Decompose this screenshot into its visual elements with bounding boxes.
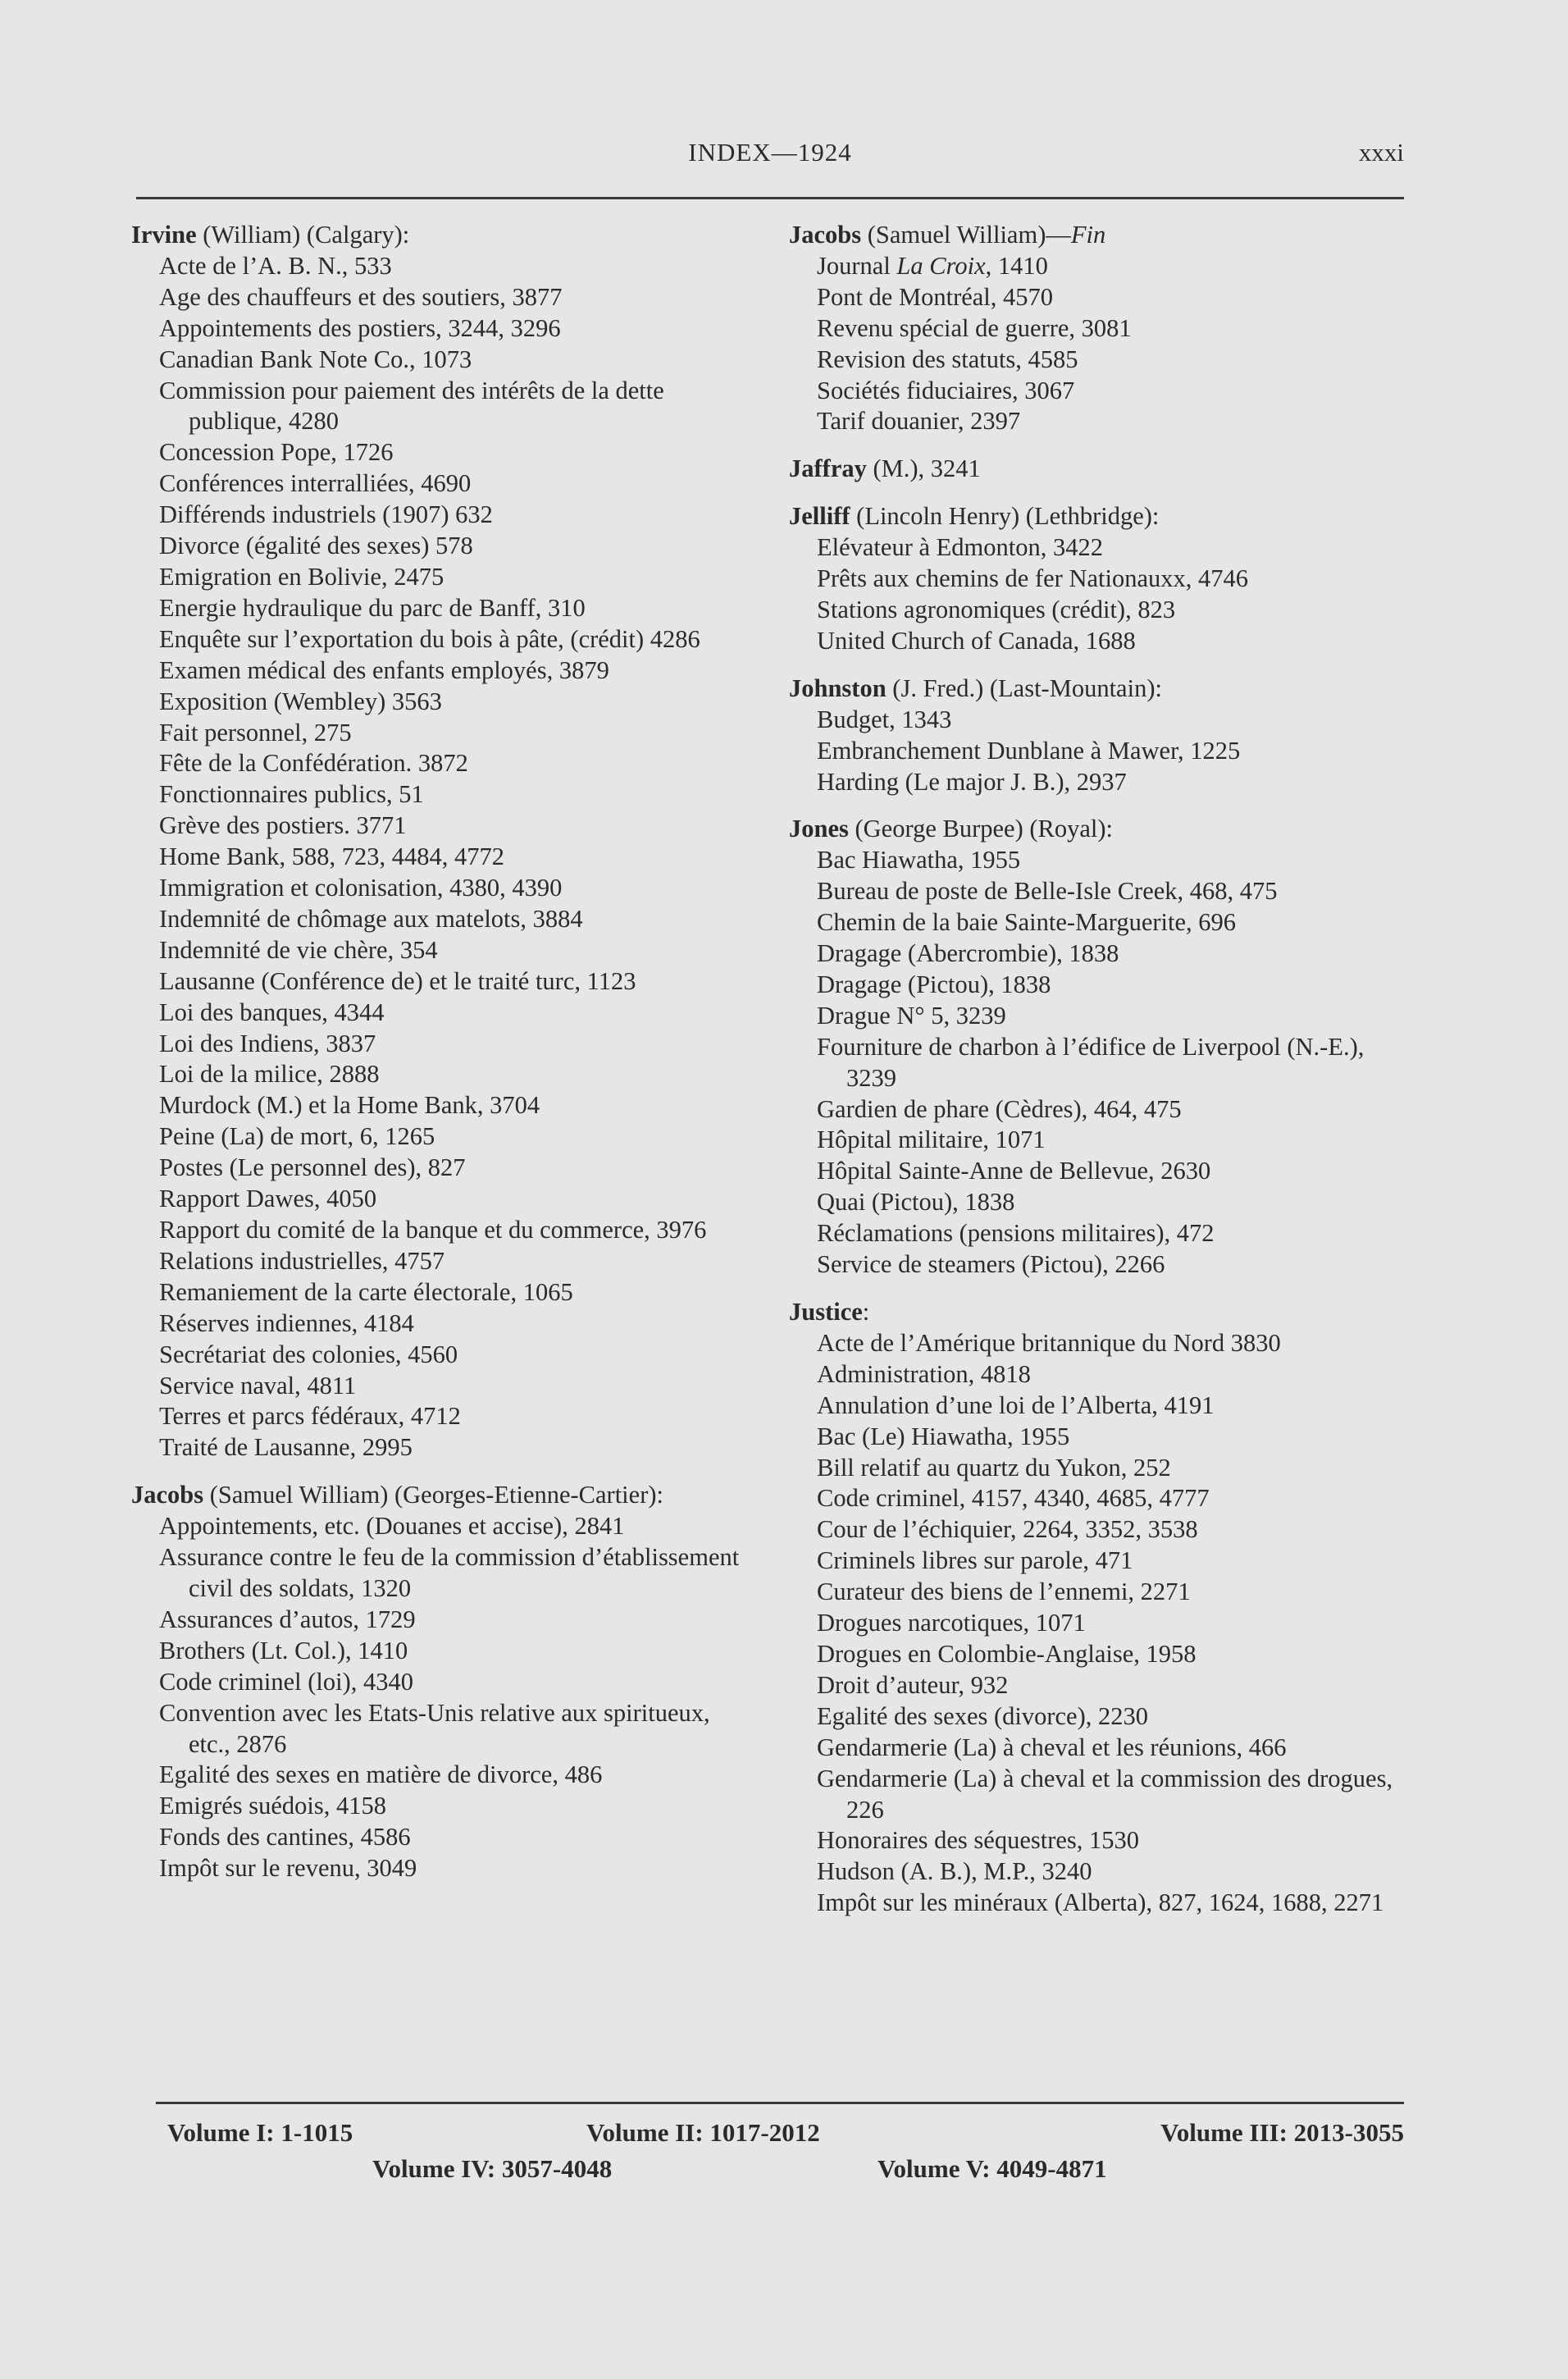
entry-subitem: Différends industriels (1907) 632 — [159, 500, 493, 529]
entry-subitem: Impôt sur le revenu, 3049 — [159, 1854, 417, 1883]
entry-subitem: Gendarmerie (La) à cheval et les réunions, 466 — [817, 1733, 1287, 1761]
entry-subitem: Chemin de la baie Sainte-Marguerite, 696 — [817, 908, 1237, 937]
entry-qualifier: (William) (Calgary): — [196, 221, 410, 249]
entry-subitem: Drogues en Colombie-Anglaise, 1958 — [817, 1639, 1197, 1668]
entry-subitem: Droit d’auteur, 932 — [817, 1670, 1009, 1699]
entry-subitem: Hôpital Sainte-Anne de Bellevue, 2630 — [817, 1157, 1211, 1185]
entry-subitem: Journal La Croix, 1410 — [817, 251, 1048, 280]
entry-subitem: Conférences interralliées, 4690 — [159, 469, 472, 498]
entry-subitem: Service naval, 4811 — [159, 1371, 357, 1400]
entry-name: Jacobs — [131, 1481, 204, 1509]
entry-subitem: Quai (Pictou), 1838 — [817, 1188, 1015, 1217]
entry-subitem: Drogues narcotiques, 1071 — [817, 1609, 1086, 1637]
index-entry — [789, 220, 1412, 437]
entry-name: Jones — [789, 815, 849, 843]
entry-subitem: Pont de Montréal, 4570 — [817, 282, 1054, 311]
entry-subitem: Honoraires des séquestres, 1530 — [817, 1826, 1140, 1855]
volume-1-range: Volume I: 1-1015 — [167, 2118, 353, 2147]
entry-subitem: Terres et parcs fédéraux, 4712 — [159, 1402, 461, 1431]
entry-subitem: Code criminel (loi), 4340 — [159, 1667, 414, 1696]
entry-qualifier: (J. Fred.) (Last-Mountain): — [886, 674, 1162, 702]
volume-3-range: Volume III: 2013-3055 — [1160, 2118, 1404, 2147]
entry-qualifier: (Lincoln Henry) (Lethbridge): — [850, 502, 1160, 531]
volume-4-range: Volume IV: 3057-4048 — [372, 2154, 613, 2183]
entry-qualifier: (M.), 3241 — [866, 454, 981, 483]
footer-row-1 — [156, 2115, 1404, 2151]
entry-subitem: Embranchement Dunblane à Mawer, 1225 — [817, 736, 1241, 765]
entry-subitem: Emigrés suédois, 4158 — [159, 1792, 387, 1820]
volume-2-range: Volume II: 1017-2012 — [586, 2118, 820, 2147]
entry-subitem: Curateur des biens de l’ennemi, 2271 — [817, 1578, 1191, 1606]
index-entry — [131, 1480, 754, 1884]
entry-subitem: Assurance contre le feu de la commission d’établissement civil des soldats, 1320 — [159, 1543, 740, 1602]
entry-subitem: Harding (Le major J. B.), 2937 — [817, 767, 1127, 796]
entry-subitem: Hôpital militaire, 1071 — [817, 1126, 1046, 1154]
entry-subitem: Postes (Le personnel des), 827 — [159, 1153, 466, 1182]
entry-subitem: Murdock (M.) et la Home Bank, 3704 — [159, 1091, 540, 1120]
entry-name: Jaffray — [789, 454, 867, 483]
index-entry — [789, 814, 1412, 1281]
entry-subitem: Bac (Le) Hiawatha, 1955 — [817, 1422, 1070, 1450]
entry-subitem: Indemnité de vie chère, 354 — [159, 935, 438, 964]
entry-subitem: Exposition (Wembley) 3563 — [159, 687, 442, 715]
index-entry — [789, 674, 1412, 798]
entry-subitem: Réserves indiennes, 4184 — [159, 1308, 414, 1337]
entry-subitem: Brothers (Lt. Col.), 1410 — [159, 1636, 408, 1664]
entry-subitem: Bureau de poste de Belle-Isle Creek, 468, 475 — [817, 877, 1278, 906]
entry-subitem: Gendarmerie (La) à cheval et la commission des drogues, 226 — [817, 1764, 1393, 1824]
entry-subitem: Rapport Dawes, 4050 — [159, 1185, 377, 1213]
entry-qualifier-italic: Fin — [1070, 221, 1106, 249]
entry-name: Jacobs — [789, 221, 862, 249]
entry-subitem: Assurances d’autos, 1729 — [159, 1605, 416, 1633]
entry-name: Irvine — [131, 221, 197, 249]
entry-subitem: Impôt sur les minéraux (Alberta), 827, 1624, 1688, 2271 — [817, 1888, 1384, 1917]
entry-subitem: Fonctionnaires publics, 51 — [159, 780, 424, 809]
entry-subitem: Canadian Bank Note Co., 1073 — [159, 345, 472, 373]
entry-subitem: Egalité des sexes (divorce), 2230 — [817, 1701, 1148, 1730]
entry-subitem: Appointements, etc. (Douanes et accise), 2841 — [159, 1512, 625, 1541]
entry-subitem: Commission pour paiement des intérêts de la dette publique, 4280 — [159, 376, 664, 436]
entry-subitem: Drague N° 5, 3239 — [817, 1001, 1006, 1030]
entry-heading — [789, 501, 1412, 532]
entry-name: Johnston — [789, 674, 887, 702]
entry-subitem: Réclamations (pensions militaires), 472 — [817, 1219, 1215, 1248]
entry-subitem: Relations industrielles, 4757 — [159, 1246, 445, 1275]
entry-subitem: Fourniture de charbon à l’édifice de Liverpool (N.-E.), 3239 — [817, 1032, 1365, 1092]
entry-name: Justice — [789, 1298, 863, 1326]
bottom-rule — [156, 2102, 1404, 2104]
entry-heading — [789, 814, 1412, 845]
index-column-right — [789, 220, 1412, 1935]
entry-subitem: Tarif douanier, 2397 — [817, 407, 1021, 436]
entry-subitem: Home Bank, 588, 723, 4484, 4772 — [159, 842, 505, 871]
entry-subitem: Prêts aux chemins de fer Nationauxx, 4746 — [817, 564, 1248, 593]
entry-subitem: Fête de la Confédération. 3872 — [159, 749, 468, 778]
entry-subitem: Emigration en Bolivie, 2475 — [159, 562, 444, 591]
entry-subitem: Revision des statuts, 4585 — [817, 345, 1078, 373]
entry-subitem: Indemnité de chômage aux matelots, 3884 — [159, 904, 583, 933]
entry-subitem: Revenu spécial de guerre, 3081 — [817, 313, 1132, 342]
entry-qualifier: : — [862, 1298, 870, 1326]
entry-subitem: Sociétés fiduciaires, 3067 — [817, 376, 1075, 404]
entry-subitem: Energie hydraulique du parc de Banff, 310 — [159, 593, 586, 622]
entry-subitem: Loi de la milice, 2888 — [159, 1060, 380, 1089]
index-column-left — [131, 220, 754, 1901]
page-title: INDEX—1924 — [688, 138, 852, 167]
volume-5-range: Volume V: 4049-4871 — [877, 2154, 1107, 2183]
entry-subitem: Dragage (Pictou), 1838 — [817, 970, 1051, 998]
entry-subitem: Annulation d’une loi de l’Alberta, 4191 — [817, 1390, 1215, 1419]
entry-subitem: Loi des banques, 4344 — [159, 998, 385, 1026]
entry-subitem: Fonds des cantines, 4586 — [159, 1823, 411, 1852]
entry-subitem: Cour de l’échiquier, 2264, 3352, 3538 — [817, 1515, 1198, 1544]
entry-subitem: Immigration et colonisation, 4380, 4390 — [159, 874, 563, 902]
entry-subitem: Concession Pope, 1726 — [159, 438, 394, 467]
entry-heading — [131, 1480, 754, 1511]
entry-qualifier: (Samuel William) (Georges-Etienne-Cartier): — [203, 1481, 663, 1509]
entry-heading — [789, 220, 1412, 251]
entry-subitem: Acte de l’A. B. N., 533 — [159, 251, 392, 280]
entry-subitem: Peine (La) de mort, 6, 1265 — [159, 1122, 435, 1151]
entry-subitem: Gardien de phare (Cèdres), 464, 475 — [817, 1094, 1182, 1123]
entry-subitem: Convention avec les Etats-Unis relative aux spiritueux, etc., 2876 — [159, 1698, 710, 1758]
entry-subitem: Bill relatif au quartz du Yukon, 252 — [817, 1453, 1171, 1482]
entry-subitem: Secrétariat des colonies, 4560 — [159, 1340, 458, 1368]
entry-subitem: Divorce (égalité des sexes) 578 — [159, 532, 473, 560]
entry-subitem: Remaniement de la carte électorale, 1065 — [159, 1277, 573, 1306]
entry-subitem: Code criminel, 4157, 4340, 4685, 4777 — [817, 1484, 1210, 1513]
entry-heading — [131, 220, 754, 251]
index-entry — [789, 454, 1412, 485]
page-header — [136, 138, 1404, 177]
entry-subitem: Service de steamers (Pictou), 2266 — [817, 1250, 1165, 1279]
entry-qualifier: (George Burpee) (Royal): — [848, 815, 1113, 843]
entry-subitem: Examen médical des enfants employés, 3879 — [159, 655, 609, 684]
entry-name: Jelliff — [789, 502, 850, 531]
entry-subitem: Hudson (A. B.), M.P., 3240 — [817, 1857, 1092, 1886]
entry-heading — [789, 674, 1412, 705]
page-number: xxxi — [1358, 138, 1404, 167]
entry-subitem: Dragage (Abercrombie), 1838 — [817, 939, 1119, 968]
entry-subitem: Criminels libres sur parole, 471 — [817, 1546, 1133, 1575]
entry-subitem: Loi des Indiens, 3837 — [159, 1029, 376, 1057]
footer-row-2 — [156, 2151, 1404, 2187]
top-rule — [136, 197, 1404, 199]
entry-subitem: Budget, 1343 — [817, 705, 952, 733]
entry-subitem: Acte de l’Amérique britannique du Nord 3830 — [817, 1328, 1281, 1357]
entry-subitem: Stations agronomiques (crédit), 823 — [817, 595, 1176, 623]
index-entry — [131, 220, 754, 1463]
volume-footer — [156, 2115, 1404, 2187]
entry-subitem: United Church of Canada, 1688 — [817, 626, 1136, 655]
entry-heading — [789, 454, 1412, 485]
entry-subitem: Age des chauffeurs et des soutiers, 3877 — [159, 282, 563, 311]
index-entry — [789, 501, 1412, 657]
entry-subitem: Enquête sur l’exportation du bois à pâte, (crédit) 4286 — [159, 624, 700, 653]
entry-subitem: Egalité des sexes en matière de divorce, 486 — [159, 1760, 603, 1789]
entry-subitem: Traité de Lausanne, 2995 — [159, 1433, 413, 1462]
entry-subitem: Bac Hiawatha, 1955 — [817, 846, 1021, 874]
entry-qualifier: (Samuel William)— — [861, 221, 1071, 249]
entry-subitem: Fait personnel, 275 — [159, 718, 352, 747]
entry-subitem: Grève des postiers. 3771 — [159, 811, 407, 840]
entry-heading — [789, 1297, 1412, 1328]
entry-subitem: Rapport du comité de la banque et du commerce, 3976 — [159, 1216, 707, 1244]
entry-subitem: Elévateur à Edmonton, 3422 — [817, 533, 1103, 562]
entry-subitem: Appointements des postiers, 3244, 3296 — [159, 313, 561, 342]
entry-subitem: Administration, 4818 — [817, 1359, 1031, 1388]
index-entry — [789, 1297, 1412, 1919]
entry-subitem: Lausanne (Conférence de) et le traité turc, 1123 — [159, 966, 636, 995]
